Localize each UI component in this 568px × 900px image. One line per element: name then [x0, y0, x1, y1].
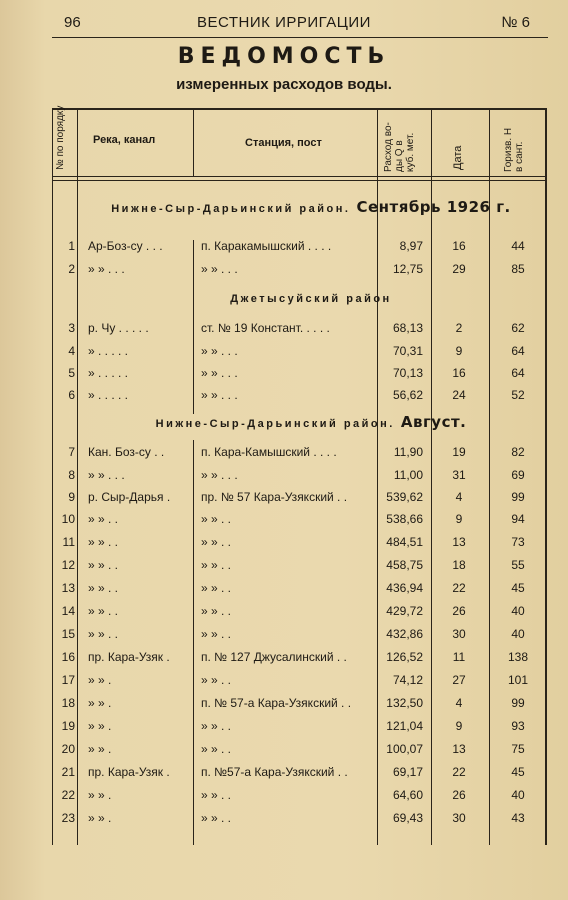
running-header [0, 14, 568, 36]
cell-river: » » . . [88, 604, 119, 618]
section-label-2: Джетысуйский район [230, 293, 392, 305]
cell-station: п. № 57-а Кара-Узякский . . [201, 696, 352, 710]
cell-flow: 11,90 [393, 445, 423, 459]
cell-river: Кан. Боз-су . . [88, 445, 165, 459]
cell-level: 93 [511, 719, 525, 733]
header-rule-1 [53, 176, 545, 177]
cell-no: 17 [61, 673, 75, 687]
table-row [53, 366, 545, 386]
cell-flow: 132,50 [386, 696, 423, 710]
cell-river: Ар-Боз-су . . . [88, 239, 163, 253]
table-row [53, 673, 545, 693]
cell-flow: 429,72 [386, 604, 423, 618]
cell-flow: 70,13 [392, 366, 423, 380]
cell-no: 23 [61, 811, 75, 825]
cell-station: п. Кара-Камышский . . . . [201, 445, 337, 459]
cell-flow: 126,52 [386, 650, 423, 664]
section-heading-2 [77, 293, 545, 305]
cell-flow: 538,66 [386, 512, 423, 526]
cell-no: 4 [68, 344, 75, 358]
cell-no: 15 [61, 627, 75, 641]
col-header-date: Дата [452, 145, 464, 170]
cell-no: 7 [68, 445, 75, 459]
cell-river: » » . [88, 788, 112, 802]
cell-river: пр. Кара-Узяк . [88, 650, 170, 664]
cell-flow: 458,75 [386, 558, 423, 572]
table-row [53, 581, 545, 601]
table-row [53, 742, 545, 762]
cell-station: » » . . . [201, 388, 238, 402]
header-rule-2 [53, 180, 545, 181]
cell-no: 18 [61, 696, 75, 710]
section-heading-1 [77, 198, 545, 216]
cell-level: 101 [507, 673, 529, 687]
cell-river: » . . . . . [88, 344, 129, 358]
table-row [53, 388, 545, 408]
cell-station: » » . . . [201, 344, 238, 358]
cell-flow: 12,75 [392, 262, 423, 276]
section-label-3: Нижне-Сыр-Дарьинский район. [155, 418, 395, 430]
cell-river: р. Сыр-Дарья . [88, 490, 171, 504]
cell-flow: 432,86 [386, 627, 423, 641]
page-title: ВЕДОМОСТЬ [177, 44, 391, 69]
col-header-flow-l3: куб. мет. [405, 132, 416, 172]
table-row [53, 262, 545, 282]
table-row [53, 512, 545, 532]
cell-flow: 56,62 [392, 388, 423, 402]
cell-station: ст. № 19 Констант. . . . . [201, 321, 330, 335]
cell-level: 52 [511, 388, 525, 402]
cell-station: п. №57-а Кара-Узякский . . [201, 765, 348, 779]
cell-level: 82 [511, 445, 525, 459]
cell-flow: 436,94 [386, 581, 423, 595]
cell-station: » » . . . [201, 468, 238, 482]
cell-station: п. № 127 Джусалинский . . [201, 650, 347, 664]
cell-date: 26 [452, 788, 466, 802]
cell-river: » » . . [88, 558, 119, 572]
cell-flow: 69,43 [392, 811, 423, 825]
cell-level: 40 [511, 627, 525, 641]
cell-station: » » . . [201, 535, 232, 549]
cell-date: 30 [452, 627, 466, 641]
header-rule [52, 37, 548, 38]
cell-river: » » . [88, 811, 112, 825]
col-header-no [55, 105, 66, 170]
cell-level: 45 [511, 581, 525, 595]
cell-date: 31 [452, 468, 466, 482]
cell-date: 16 [452, 366, 466, 380]
cell-level: 99 [511, 490, 525, 504]
cell-date: 26 [452, 604, 466, 618]
cell-no: 21 [61, 765, 75, 779]
table-row [53, 604, 545, 624]
cell-date: 30 [452, 811, 466, 825]
cell-date: 24 [452, 388, 466, 402]
cell-station: » » . . [201, 719, 232, 733]
col-header-river: Река, канал [93, 134, 156, 146]
cell-station: » » . . . [201, 262, 238, 276]
cell-flow: 100,07 [386, 742, 423, 756]
table-row [53, 811, 545, 831]
cell-date: 9 [455, 719, 463, 733]
cell-date: 22 [452, 581, 466, 595]
cell-no: 20 [61, 742, 75, 756]
table-row [53, 445, 545, 465]
table-row [53, 719, 545, 739]
cell-station: » » . . [201, 742, 232, 756]
cell-level: 85 [511, 262, 525, 276]
cell-flow: 484,51 [386, 535, 423, 549]
cell-level: 73 [511, 535, 525, 549]
cell-no: 16 [61, 650, 75, 664]
cell-flow: 70,31 [392, 344, 423, 358]
cell-river: » » . [88, 742, 112, 756]
col-header-no-text: № по порядку [55, 105, 66, 170]
cell-date: 19 [452, 445, 466, 459]
cell-no: 10 [61, 512, 75, 526]
table-row [53, 239, 545, 259]
journal-title: ВЕСТНИК ИРРИГАЦИИ [197, 14, 371, 31]
cell-date: 27 [452, 673, 466, 687]
cell-no: 8 [68, 468, 75, 482]
cell-river: » » . [88, 719, 112, 733]
cell-station: » » . . [201, 627, 232, 641]
cell-level: 40 [511, 604, 525, 618]
page-subtitle: измеренных расходов воды. [176, 76, 392, 93]
cell-river: » » . [88, 673, 112, 687]
cell-river: » . . . . . [88, 388, 129, 402]
table-row [53, 344, 545, 364]
cell-river: » » . . . [88, 262, 125, 276]
col-header-level [503, 128, 525, 172]
table-row [53, 490, 545, 510]
cell-station: » » . . [201, 512, 232, 526]
cell-date: 4 [455, 696, 463, 710]
cell-river: » » . . [88, 627, 119, 641]
cell-no: 12 [61, 558, 75, 572]
cell-flow: 121,04 [386, 719, 423, 733]
cell-no: 3 [68, 321, 75, 335]
cell-river: » » . [88, 696, 112, 710]
table-row [53, 650, 545, 670]
cell-river: » . . . . . [88, 366, 129, 380]
col-header-level-l1: Горизв. Н [503, 127, 514, 172]
cell-no: 2 [68, 262, 75, 276]
cell-date: 4 [455, 490, 463, 504]
cell-no: 14 [61, 604, 75, 618]
cell-station: » » . . . [201, 366, 238, 380]
table-row [53, 321, 545, 341]
cell-level: 55 [511, 558, 525, 572]
cell-date: 9 [455, 344, 463, 358]
cell-level: 69 [511, 468, 525, 482]
cell-station: » » . . [201, 673, 232, 687]
cell-flow: 69,17 [392, 765, 423, 779]
table-row [53, 535, 545, 555]
cell-river: » » . . [88, 581, 119, 595]
cell-level: 45 [511, 765, 525, 779]
cell-level: 64 [511, 344, 525, 358]
section-period-1: Сентябрь 1926 г. [356, 198, 511, 216]
table-row [53, 468, 545, 488]
issue-number: № 6 [501, 14, 530, 31]
table-row [53, 765, 545, 785]
col-header-flow [383, 122, 416, 172]
cell-date: 13 [452, 535, 466, 549]
cell-date: 11 [452, 650, 466, 664]
cell-level: 75 [511, 742, 525, 756]
cell-level: 99 [511, 696, 525, 710]
section-label-1: Нижне-Сыр-Дарьинский район. [111, 203, 351, 215]
cell-date: 18 [452, 558, 466, 572]
cell-no: 6 [68, 388, 75, 402]
cell-no: 5 [68, 366, 75, 380]
section-heading-3 [77, 413, 545, 431]
cell-station: » » . . [201, 788, 232, 802]
cell-date: 2 [455, 321, 463, 335]
cell-date: 9 [455, 512, 463, 526]
cell-date: 29 [452, 262, 466, 276]
cell-station: » » . . [201, 558, 232, 572]
cell-station: » » . . [201, 581, 232, 595]
cell-date: 16 [452, 239, 466, 253]
col-divider-river [193, 110, 194, 176]
cell-station: п. Каракамышский . . . . [201, 239, 332, 253]
cell-flow: 8,97 [399, 239, 423, 253]
col-header-level-l2: в сант. [514, 141, 525, 172]
cell-no: 22 [61, 788, 75, 802]
page-number: 96 [64, 14, 81, 31]
cell-flow: 539,62 [386, 490, 423, 504]
cell-level: 40 [511, 788, 525, 802]
cell-level: 62 [511, 321, 525, 335]
cell-no: 13 [61, 581, 75, 595]
cell-no: 1 [68, 239, 75, 253]
cell-station: » » . . [201, 604, 232, 618]
cell-river: » » . . [88, 535, 119, 549]
cell-no: 9 [68, 490, 75, 504]
col-header-flow-l2: ды Q в [394, 140, 405, 172]
cell-flow: 74,12 [392, 673, 423, 687]
cell-station: » » . . [201, 811, 232, 825]
cell-date: 22 [452, 765, 466, 779]
cell-level: 44 [511, 239, 525, 253]
cell-level: 43 [511, 811, 525, 825]
cell-level: 94 [511, 512, 525, 526]
cell-river: » » . . . [88, 468, 125, 482]
cell-river: пр. Кара-Узяк . [88, 765, 170, 779]
cell-no: 19 [61, 719, 75, 733]
cell-river: » » . . [88, 512, 119, 526]
table-row [53, 788, 545, 808]
cell-level: 64 [511, 366, 525, 380]
col-header-station: Станция, пост [245, 137, 322, 149]
cell-date: 13 [452, 742, 466, 756]
discharge-table [52, 105, 547, 845]
section-period-3: Август. [400, 413, 467, 431]
cell-river: р. Чу . . . . . [88, 321, 149, 335]
table-row [53, 558, 545, 578]
table-row [53, 696, 545, 716]
col-header-flow-l1: Расход во- [383, 122, 394, 172]
cell-flow: 11,00 [393, 468, 423, 482]
cell-station: пр. № 57 Кара-Узякский . . [201, 490, 348, 504]
cell-level: 138 [507, 650, 529, 664]
cell-no: 11 [62, 535, 75, 549]
table-row [53, 627, 545, 647]
cell-flow: 68,13 [392, 321, 423, 335]
cell-flow: 64,60 [392, 788, 423, 802]
